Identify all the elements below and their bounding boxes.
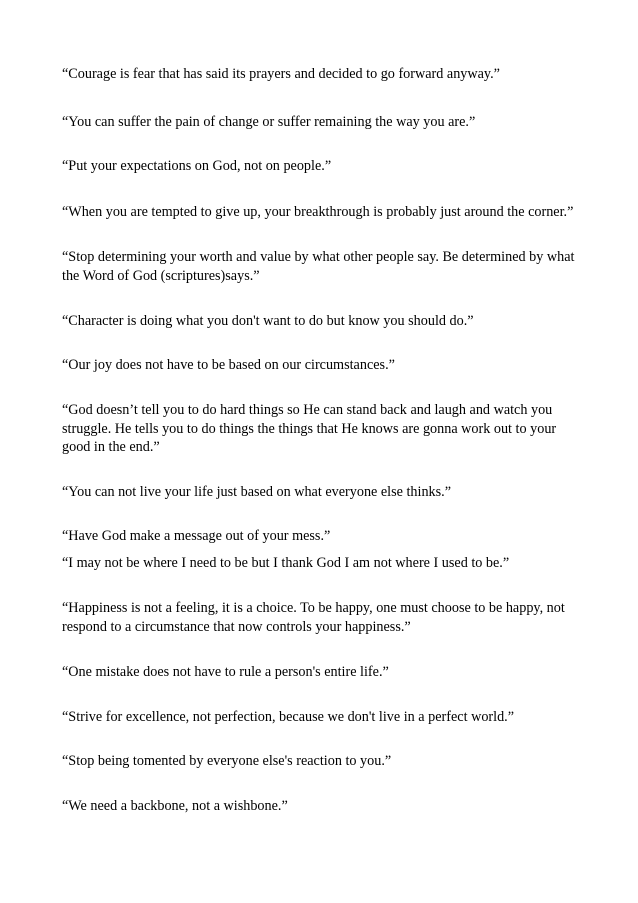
quote-joy: “Our joy does not have to be based on our circumstances.” — [62, 357, 395, 373]
quote-hard-things: “God doesn’t tell you to do hard things so He can stand back and laugh and watch you struggle. He tells you to do things the things that He knows are gonna work out to your good in the end.” — [62, 402, 557, 455]
quote-one-mistake: “One mistake does not have to rule a person's entire life.” — [62, 664, 389, 680]
quote-pain-of-change: “You can suffer the pain of change or suffer remaining the way you are.” — [62, 114, 476, 130]
quote-happiness: “Happiness is not a feeling, it is a choice. To be happy, one must choose to be happy, not respond to a circumstance that now controls your happiness.” — [62, 600, 565, 635]
quote-live-your-life: “You can not live your life just based on what everyone else thinks.” — [62, 484, 452, 500]
quote-backbone: “We need a backbone, not a wishbone.” — [62, 798, 288, 814]
quote-breakthrough: “When you are tempted to give up, your breakthrough is probably just around the corner.” — [62, 204, 574, 220]
quote-message-mess: “Have God make a message out of your mess.” — [62, 528, 331, 544]
quote-courage: “Courage is fear that has said its prayers and decided to go forward anyway.” — [62, 66, 500, 82]
quote-worth-and-value: “Stop determining your worth and value by what other people say. Be determined by what the Word of God (scriptures)says.” — [62, 249, 575, 284]
quote-expectations: “Put your expectations on God, not on people.” — [62, 158, 332, 174]
quote-excellence: “Strive for excellence, not perfection, because we don't live in a perfect world.” — [62, 709, 515, 725]
quote-where-i-used-to-be: “I may not be where I need to be but I thank God I am not where I used to be.” — [62, 555, 510, 571]
quote-character: “Character is doing what you don't want to do but know you should do.” — [62, 313, 474, 329]
quote-tomented: “Stop being tomented by everyone else's reaction to you.” — [62, 753, 392, 769]
